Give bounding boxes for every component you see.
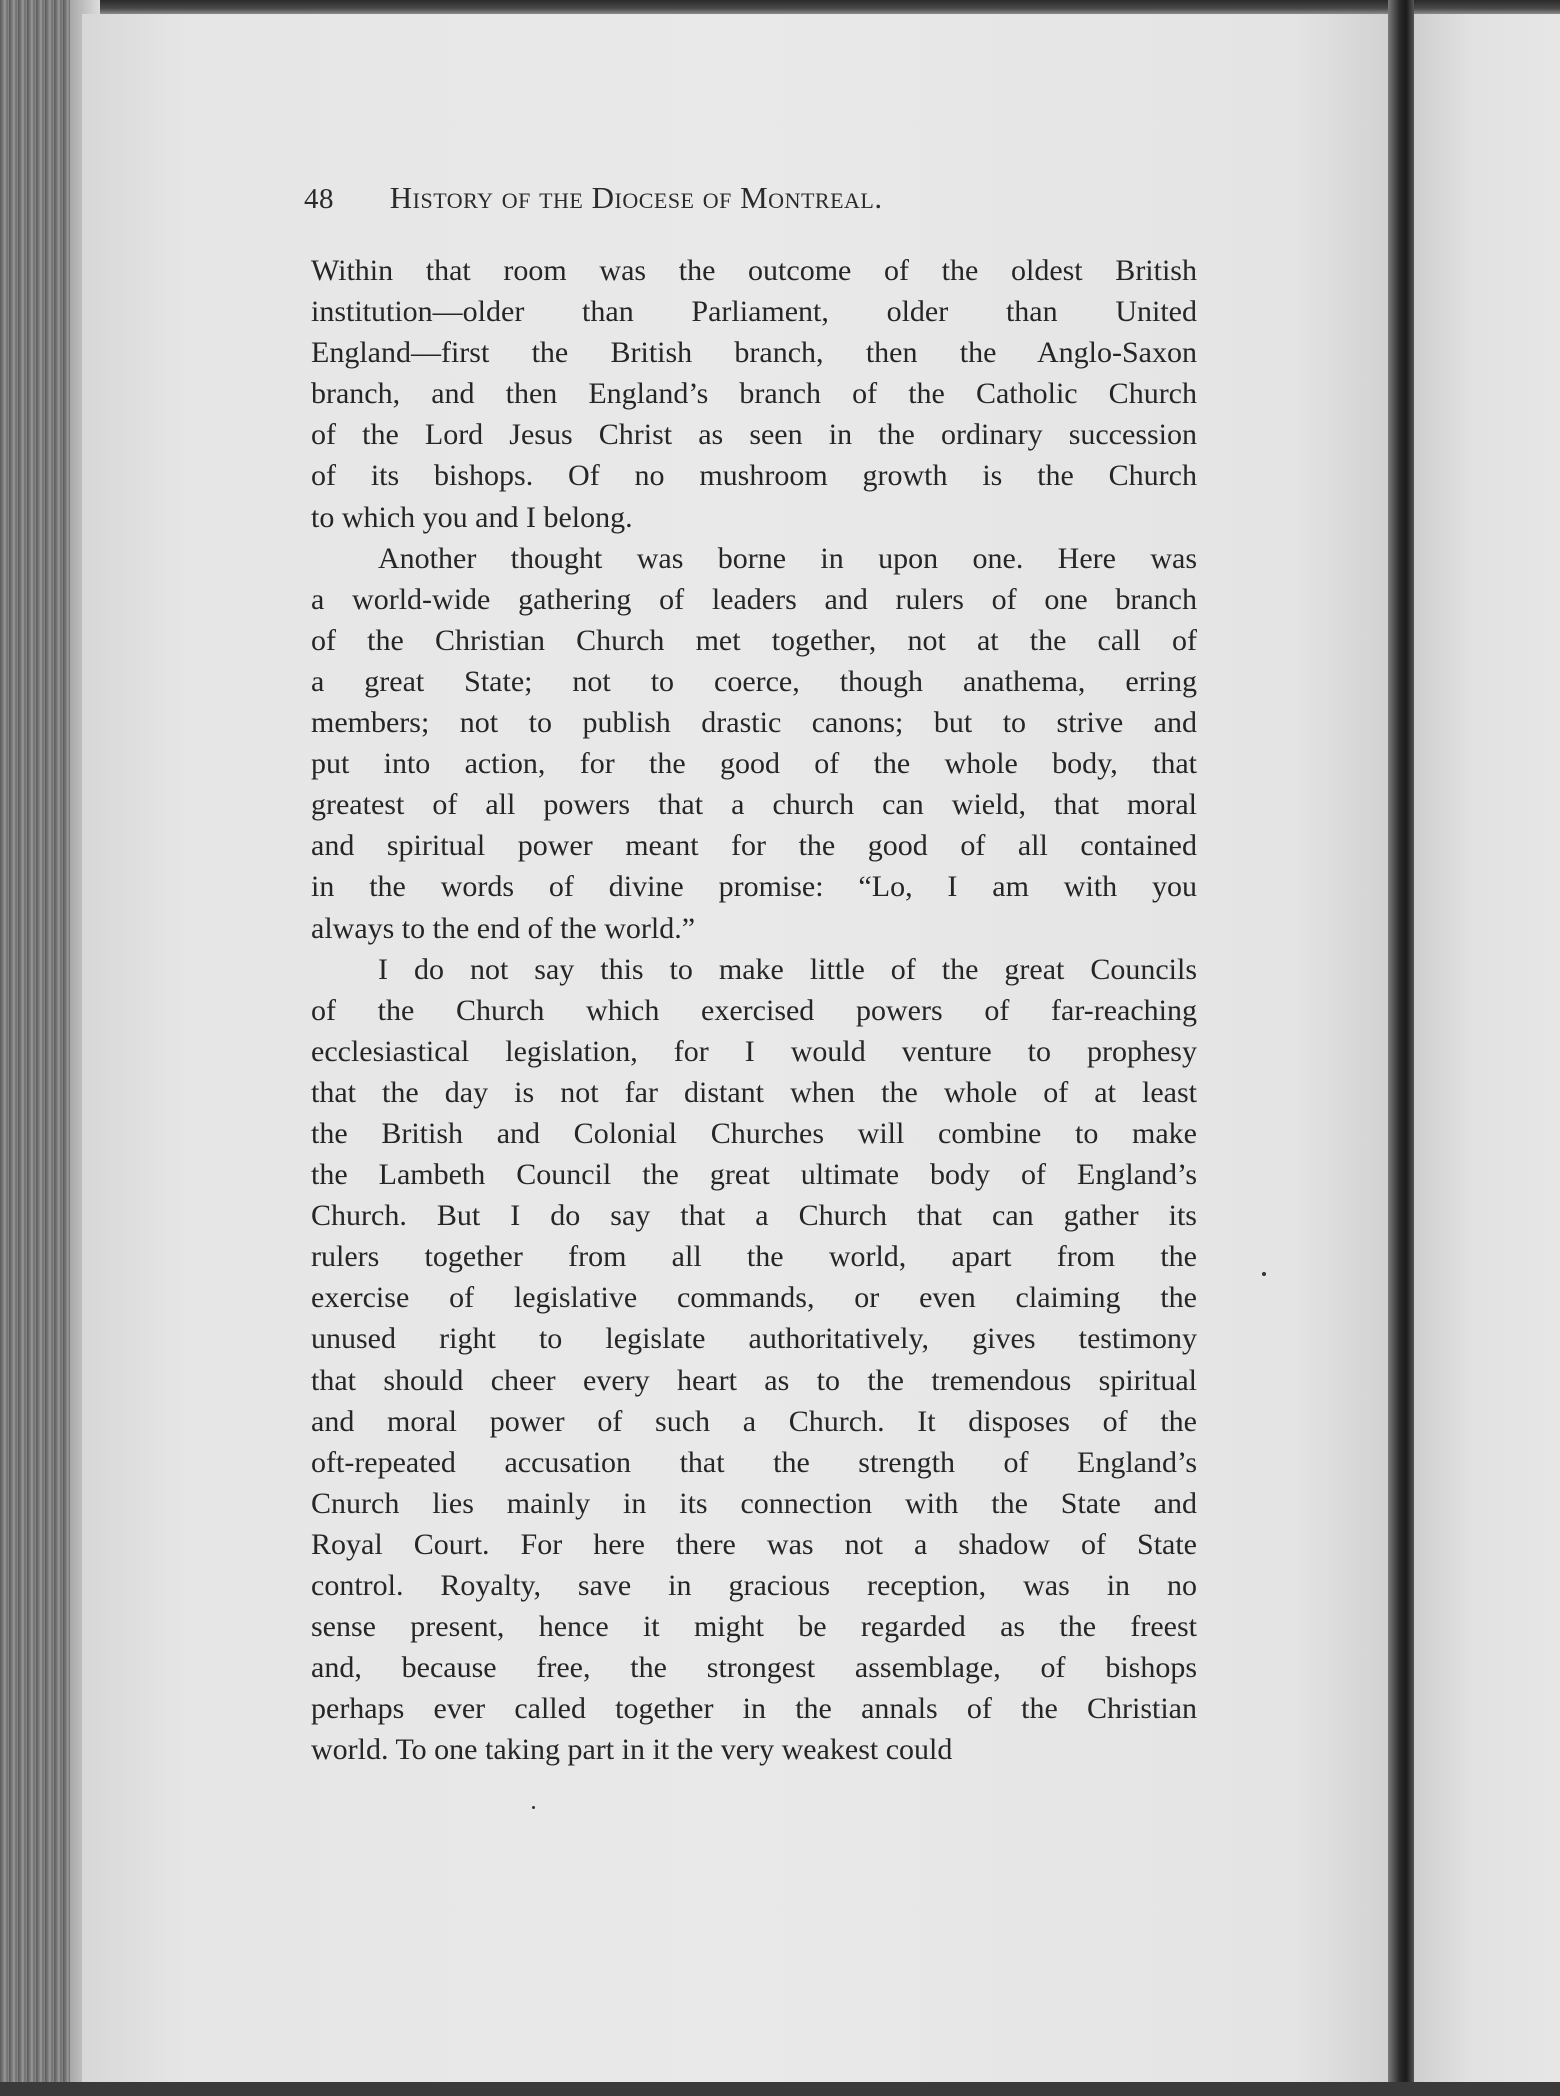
text-line: to which you and I belong. — [311, 500, 633, 534]
text-line: and, because free, the strongest assemblage, of bishops — [311, 1651, 1197, 1685]
text-line: England—first the British branch, then the Anglo-Saxon — [311, 336, 1197, 370]
page-number: 48 — [304, 183, 334, 215]
text-line: I do not say this to make little of the great Councils — [378, 952, 1197, 986]
scan-speck — [532, 1806, 535, 1809]
scan-bottom-edge — [0, 2082, 1560, 2096]
book-gutter — [1388, 0, 1414, 2096]
text-line: of the Christian Church met together, not at the call of — [311, 623, 1197, 657]
scan-speck — [1262, 1272, 1266, 1276]
text-line: and spiritual power meant for the good of all contained — [311, 829, 1197, 863]
text-line: Church. But I do say that a Church that can gather its — [311, 1199, 1197, 1233]
running-title: History of the Diocese of Montreal. — [389, 180, 883, 215]
running-header — [304, 180, 1204, 216]
text-line: put into action, for the good of the whole body, that — [311, 747, 1197, 781]
facing-page — [1414, 14, 1560, 2082]
text-line: unused right to legislate authoritatively, gives testimony — [311, 1322, 1197, 1356]
text-line: of the Church which exercised powers of far-reaching — [311, 993, 1197, 1027]
text-line: the Lambeth Council the great ultimate body of England’s — [311, 1158, 1197, 1192]
text-line: members; not to publish drastic canons; but to strive and — [311, 706, 1197, 740]
text-line: greatest of all powers that a church can wield, that moral — [311, 788, 1197, 822]
text-line: Within that room was the outcome of the oldest British — [311, 254, 1197, 287]
text-line: branch, and then England’s branch of the Catholic Church — [311, 377, 1197, 411]
text-line: institution—older than Parliament, older than United — [311, 295, 1197, 329]
text-line: oft-repeated accusation that the strength of England’s — [311, 1445, 1197, 1479]
text-line: of the Lord Jesus Christ as seen in the ordinary succession — [311, 418, 1197, 452]
text-line: of its bishops. Of no mushroom growth is the Church — [311, 459, 1197, 493]
text-line: and moral power of such a Church. It disposes of the — [311, 1404, 1197, 1438]
text-line: Cnurch lies mainly in its connection with the State and — [311, 1486, 1197, 1520]
paragraph — [311, 949, 1197, 1771]
text-line: the British and Colonial Churches will combine to make — [311, 1116, 1197, 1150]
text-line: a great State; not to coerce, though anathema, erring — [311, 664, 1197, 698]
text-line: always to the end of the world.” — [311, 911, 696, 945]
paragraph — [311, 538, 1197, 949]
body-text — [311, 250, 1197, 1770]
text-line: world. To one taking part in it the very weakest could — [311, 1733, 953, 1767]
text-line: rulers together from all the world, apart from the — [311, 1240, 1197, 1274]
text-line: sense present, hence it might be regarded as the freest — [311, 1610, 1197, 1644]
text-line: perhaps ever called together in the annals of the Christian — [311, 1692, 1197, 1726]
text-line: ecclesiastical legislation, for I would venture to prophesy — [311, 1034, 1197, 1068]
text-line: Royal Court. For here there was not a shadow of State — [311, 1527, 1197, 1561]
text-line: in the words of divine promise: “Lo, I am with you — [311, 870, 1197, 904]
text-line: that the day is not far distant when the whole of at least — [311, 1075, 1197, 1109]
text-line: exercise of legislative commands, or even claiming the — [311, 1281, 1197, 1315]
text-line: a world-wide gathering of leaders and rulers of one branch — [311, 582, 1197, 616]
scan-top-edge — [0, 0, 1560, 14]
text-line: that should cheer every heart as to the tremendous spiritual — [311, 1363, 1197, 1397]
paragraph — [311, 250, 1197, 538]
text-line: Another thought was borne in upon one. Here was — [378, 541, 1197, 575]
text-line: control. Royalty, save in gracious reception, was in no — [311, 1569, 1197, 1602]
